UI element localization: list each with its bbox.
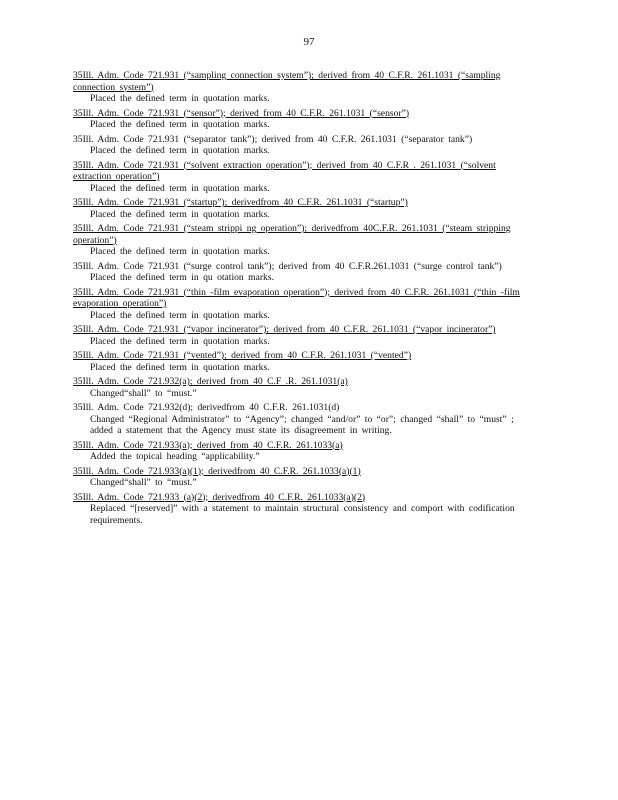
citation-line: 35Ill. Adm. Code 721.933 (a)(2); derivedfrom 40 C.F.R. 261.1033(a)(2) [73, 491, 366, 503]
amendment-entry [73, 134, 535, 157]
citation-line: 35Ill. Adm. Code 721.931 (“steam strippi ng operation”); derivedfrom 40C.F.R. 261.1031 (“steam stripping operation”) [73, 223, 511, 246]
amendment-entry [73, 376, 535, 399]
citation-line: 35Ill. Adm. Code 721.931 (“sensor”); derived from 40 C.F.R. 261.1031 (“sensor”) [73, 107, 410, 119]
amendment-entry [73, 466, 535, 489]
change-note: Placed the defined term in quotation marks. [90, 361, 270, 373]
amendment-entry [73, 324, 535, 347]
change-note: Replaced “[reserved]” with a statement to maintain structural consistency and comport with codification requirements. [90, 503, 515, 526]
citation-line: 35Ill. Adm. Code 721.933(a)(1); derivedfrom 40 C.F.R. 261.1033(a)(1) [73, 465, 361, 477]
amendment-entry [73, 70, 535, 105]
change-note: Placed the defined term in quotation marks. [90, 182, 270, 194]
amendment-entry [73, 223, 535, 258]
citation-line: 35Ill. Adm. Code 721.931 (“sampling connection system”); derived from 40 C.F.R. 261.1031 (“sampling connection system”) [73, 70, 501, 93]
change-note: Placed the defined term in qu otation marks. [90, 272, 274, 283]
amendment-entry [73, 287, 535, 322]
change-note: Changed“shall” to “must.” [90, 477, 197, 488]
change-note: Changed“shall” to “must.” [90, 387, 197, 399]
change-note: Changed “Regional Administrator” to “Agency”; changed “and/or” to “or”; changed “shall” to “must” ; added a statement that the Agency must state its disagreement in writing. [90, 413, 514, 436]
citation-line: 35Ill. Adm. Code 721.931 (“thin -film evaporation operation”); derived from 40 C.F.R. 261.1031 (“thin -film evaporation operation”) [73, 286, 520, 309]
citation-line: 35Ill. Adm. Code 721.931 (“vapor incinerator”); derived from 40 C.F.R. 261.1031 (“vapor incinerator”) [73, 324, 496, 335]
citation-line: 35Ill. Adm. Code 721.931 (“separator tank”); derived from 40 C.F.R. 261.1031 (“separator tank”) [73, 133, 473, 145]
change-note: Placed the defined term in quotation marks. [90, 119, 270, 130]
change-note: Added the topical heading “applicability.” [90, 451, 260, 462]
amendment-entry [73, 440, 535, 463]
change-note: Placed the defined term in quotation marks. [90, 309, 270, 321]
change-note: Placed the defined term in quotation marks. [90, 208, 270, 220]
page-number: 97 [303, 36, 315, 48]
citation-line: 35Ill. Adm. Code 721.931 (“solvent extraction operation”); derived from 40 C.F.R . 261.1031 (“solvent extraction operation”) [73, 159, 496, 182]
amendment-entry [73, 261, 535, 284]
amendment-entry [73, 160, 535, 195]
change-note: Placed the defined term in quotation marks. [90, 93, 270, 104]
citation-line: 35Ill. Adm. Code 721.933(a); derived from 40 C.F.R. 261.1033(a) [73, 439, 343, 451]
amendment-entry [73, 350, 535, 373]
amendment-entry [73, 492, 535, 527]
citation-line: 35Ill. Adm. Code 721.931 (“vented”); derived from 40 C.F.R. 261.1031 (“vented”) [73, 350, 412, 361]
change-note: Placed the defined term in quotation marks. [90, 246, 270, 257]
amendment-entry [73, 402, 535, 437]
amendment-list [73, 70, 535, 529]
amendment-entry [73, 108, 535, 131]
change-note: Placed the defined term in quotation marks. [90, 335, 270, 347]
citation-line: 35Ill. Adm. Code 721.931 (“surge control tank”); derived from 40 C.F.R.261.1031 (“surge control tank”) [73, 260, 502, 272]
change-note: Placed the defined term in quotation marks. [90, 145, 270, 156]
citation-line: 35Ill. Adm. Code 721.932(d); derivedfrom 40 C.F.R. 261.1031(d) [73, 402, 340, 413]
citation-line: 35Ill. Adm. Code 721.932(a); derived from 40 C.F .R. 261.1031(a) [73, 376, 348, 387]
amendment-entry [73, 197, 535, 220]
citation-line: 35Ill. Adm. Code 721.931 (“startup”); derivedfrom 40 C.F.R. 261.1031 (“startup”) [73, 197, 408, 208]
